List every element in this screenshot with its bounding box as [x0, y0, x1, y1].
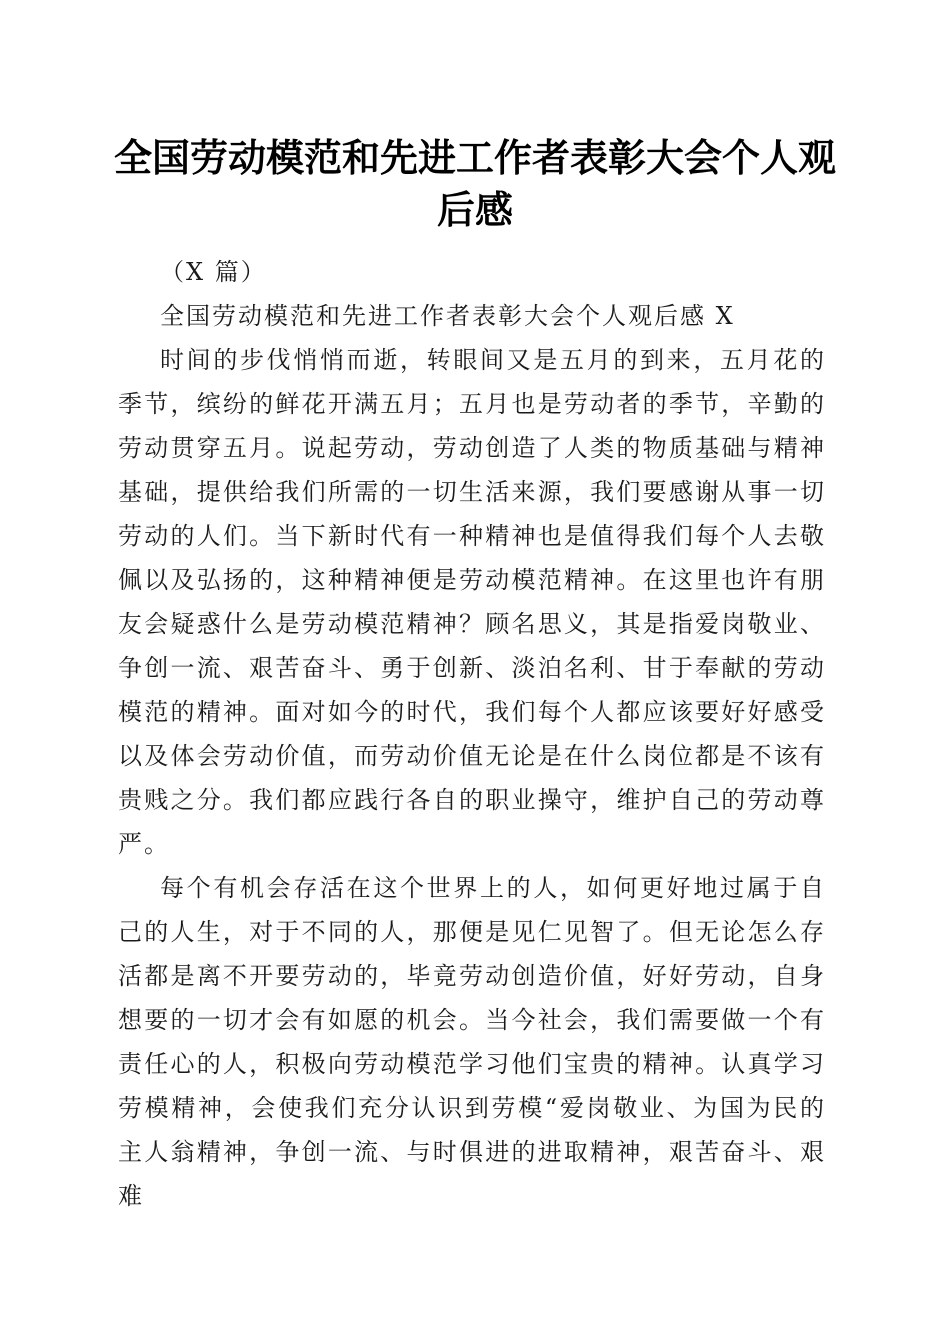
document-body	[118, 250, 826, 1218]
body-paragraph: 每个有机会存活在这个世界上的人，如何更好地过属于自己的人生，对于不同的人，那便是见仁见智了。但无论怎么存活都是离不开要劳动的，毕竟劳动创造价值，好好劳动，自身想要的一切才会有如愿的机会。当今社会，我们需要做一个有责任心的人，积极向劳动模范学习他们宝贵的精神。认真学习劳模精神，会使我们充分认识到劳模“爱岗敬业、为国为民的主人翁精神，争创一流、与时俱进的进取精神，艰苦奋斗、艰难	[118, 874, 826, 1210]
body-paragraph: 时间的步伐悄悄而逝，转眼间又是五月的到来，五月花的季节，缤纷的鲜花开满五月；五月也是劳动者的季节，辛勤的劳动贯穿五月。说起劳动，劳动创造了人类的物质基础与精神基础，提供给我们所需的一切生活来源，我们要感谢从事一切劳动的人们。当下新时代有一种精神也是值得我们每个人去敬佩以及弘扬的，这种精神便是劳动模范精神。在这里也许有朋友会疑惑什么是劳动模范精神？顾名思义，其是指爱岗敬业、争创一流、艰苦奋斗、勇于创新、淡泊名利、甘于奉献的劳动模范的精神。面对如今的时代，我们每个人都应该要好好感受以及体会劳动价值，而劳动价值无论是在什么岗位都是不该有贵贱之分。我们都应践行各自的职业操守，维护自己的劳动尊严。	[118, 346, 826, 858]
document-subtitle: （X 篇）	[160, 258, 267, 286]
document-title: 全国劳动模范和先进工作者表彰大会个人观后感	[113, 135, 836, 232]
document-heading: 全国劳动模范和先进工作者表彰大会个人观后感 X	[160, 302, 735, 330]
